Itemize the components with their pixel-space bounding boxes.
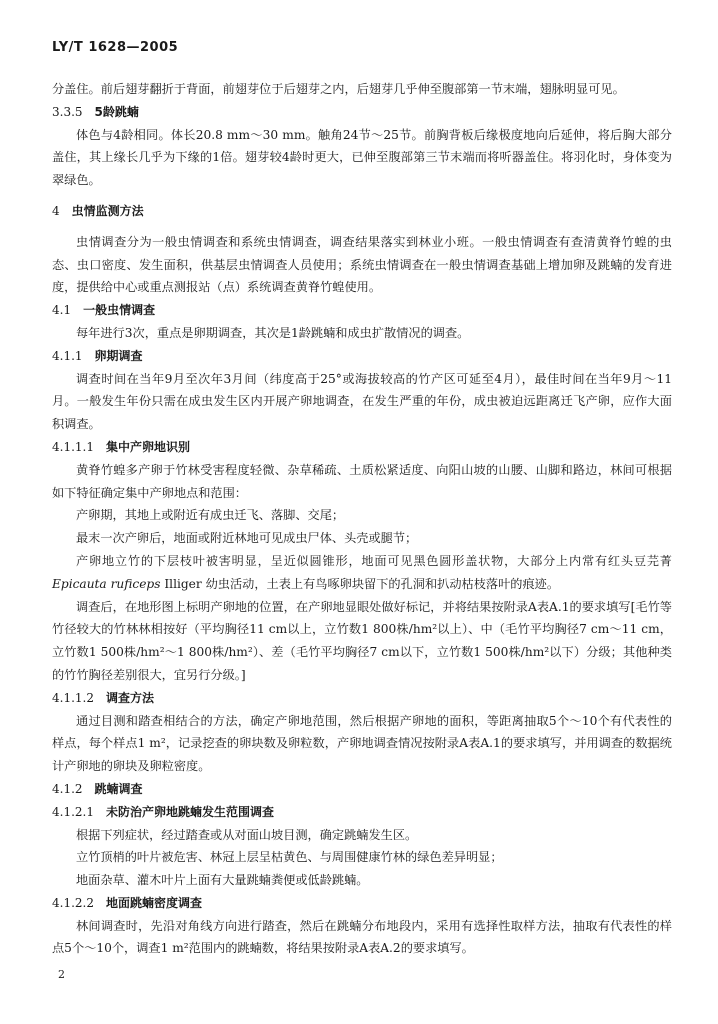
heading-number: 4.1.1.1: [52, 439, 94, 454]
section-heading-4-1-1-2: [52, 687, 672, 710]
paragraph: 分盖住。前后翅芽翻折于背面，前翅芽位于后翅芽之内，后翅芽几乎伸至腹部第一节末端，翅脉明显可见。: [52, 82, 625, 96]
section-heading-4-1-1: [52, 345, 672, 368]
heading-number: 4.1.2.2: [52, 895, 94, 910]
section-heading-4-1-2: [52, 778, 672, 801]
section-heading-4-1-1-1: [52, 436, 672, 459]
paragraph: 根据下列症状，经过踏查或从对面山坡目测，确定跳蝻发生区。: [76, 827, 418, 842]
heading-number: 4: [52, 203, 60, 218]
heading-title: 跳蝻调查: [94, 781, 143, 796]
paragraph: 林间调查时，先沿对角线方向进行踏查，然后在跳蝻分布地段内，采用有选择性取样方法，抽取有代表性的样点5个～10个，调查1 m²范围内的跳蝻数，将结果按附录A表A.2的要求填写。: [52, 918, 672, 956]
paragraph: 黄脊竹蝗多产卵于竹林受害程度轻微、杂草稀疏、土质松紧适度、向阳山坡的山腰、山脚和路边，林间可根据如下特征确定集中产卵地点和范围：: [52, 462, 672, 500]
heading-number: 4.1: [52, 303, 72, 318]
section-heading-4: [52, 200, 672, 223]
heading-title: 地面跳蝻密度调查: [105, 895, 202, 910]
paragraph-part: Illiger 幼虫活动，土表上有鸟啄卵块留下的孔洞和扒动枯枝落叶的痕迹。: [164, 576, 560, 591]
heading-number: 3.3.5: [52, 104, 83, 119]
paragraph: 调查时间在当年9月至次年3月间（纬度高于25°或海拔较高的竹产区可延至4月），最佳时间在当年9月～11月。一般发生年份只需在成虫发生区内开展产卵地调查，在发生严重的年份，成虫被迫远距离迁飞产卵，应作大面积调查。: [52, 371, 672, 432]
heading-title: 一般虫情调查: [83, 303, 156, 318]
heading-title: 未防治产卵地跳蝻发生范围调查: [105, 804, 274, 819]
species-name: Epicauta ruficeps: [52, 576, 161, 591]
heading-number: 4.1.1.2: [52, 690, 94, 705]
heading-title: 卵期调查: [94, 348, 143, 363]
paragraph: 立竹顶梢的叶片被危害、林冠上层呈枯黄色、与周围健康竹林的绿色差异明显；: [76, 850, 503, 865]
paragraph: 调查后，在地形图上标明产卵地的位置，在产卵地显眼处做好标记，并将结果按附录A表A.1的要求填写[毛竹等竹径较大的竹林林相按好（平均胸径11 cm以上，立竹数1 800株/hm²以上）、中（毛竹平均胸径7 cm～11 cm，立竹数1 500株/hm²～1 800株/hm²）、差（毛竹平均胸径7 cm以下，立竹数1 500株/hm²以下）分级；其他种类的竹竹胸径差别很大，宜另行分级。]: [52, 599, 672, 682]
paragraph: 虫情调查分为一般虫情调查和系统虫情调查，调查结果落实到林业小班。一般虫情调查有查清黄脊竹蝗的虫态、虫口密度、发生面积，供基层虫情调查人员使用；系统虫情调查在一般虫情调查基础上增加卵及跳蝻的发育进度，提供给中心或重点测报站（点）系统调查黄脊竹蝗使用。: [52, 234, 672, 295]
paragraph-species: [52, 550, 672, 596]
heading-title: 5龄跳蝻: [94, 104, 139, 119]
document-body: [52, 78, 672, 960]
paragraph: 体色与4龄相同。体长20.8 mm～30 mm。触角24节～25节。前胸背板后缘极度地向后延伸，将后胸大部分盖住，其上缘长几乎为下缘的1倍。翅芽较4龄时更大，已伸至腹部第三节末端而将听器盖住。将羽化时，身体变为翠绿色。: [52, 127, 672, 188]
heading-title: 调查方法: [105, 690, 154, 705]
heading-number: 4.1.2: [52, 781, 83, 796]
paragraph: 地面杂草、灌木叶片上面有大量跳蝻粪便或低龄跳蝻。: [76, 873, 369, 888]
heading-number: 4.1.2.1: [52, 804, 94, 819]
paragraph: 通过目测和踏查相结合的方法，确定产卵地范围，然后根据产卵地的面积，等距离抽取5个～10个有代表性的样点，每个样点1 m²，记录挖查的卵块数及卵粒数，产卵地调查情况按附录A表A.1的要求填写，并用调查的数据统计产卵地的卵块及卵粒密度。: [52, 713, 672, 774]
section-heading-4-1: [52, 299, 672, 322]
section-heading-3-3-5: [52, 101, 672, 124]
page-number: 2: [58, 968, 65, 981]
heading-title: 集中产卵地识别: [105, 439, 190, 454]
paragraph: 最末一次产卵后，地面或附近林地可见成虫尸体、头壳或腿节；: [76, 531, 418, 546]
standard-header: LY/T 1628—2005: [52, 40, 179, 55]
section-heading-4-1-2-1: [52, 801, 672, 824]
heading-number: 4.1.1: [52, 348, 83, 363]
section-heading-4-1-2-2: [52, 892, 672, 915]
heading-title: 虫情监测方法: [71, 203, 144, 218]
paragraph: 每年进行3次，重点是卵期调查，其次是1龄跳蝻和成虫扩散情况的调查。: [76, 325, 470, 340]
paragraph: 产卵期，其地上或附近有成虫迁飞、落脚、交尾；: [76, 508, 345, 523]
paragraph-part: 产卵地立竹的下层枝叶被害明显，呈近似圆锥形，地面可见黑色圆形盖状物，大部分上内常有红头豆芫菁: [76, 553, 672, 568]
